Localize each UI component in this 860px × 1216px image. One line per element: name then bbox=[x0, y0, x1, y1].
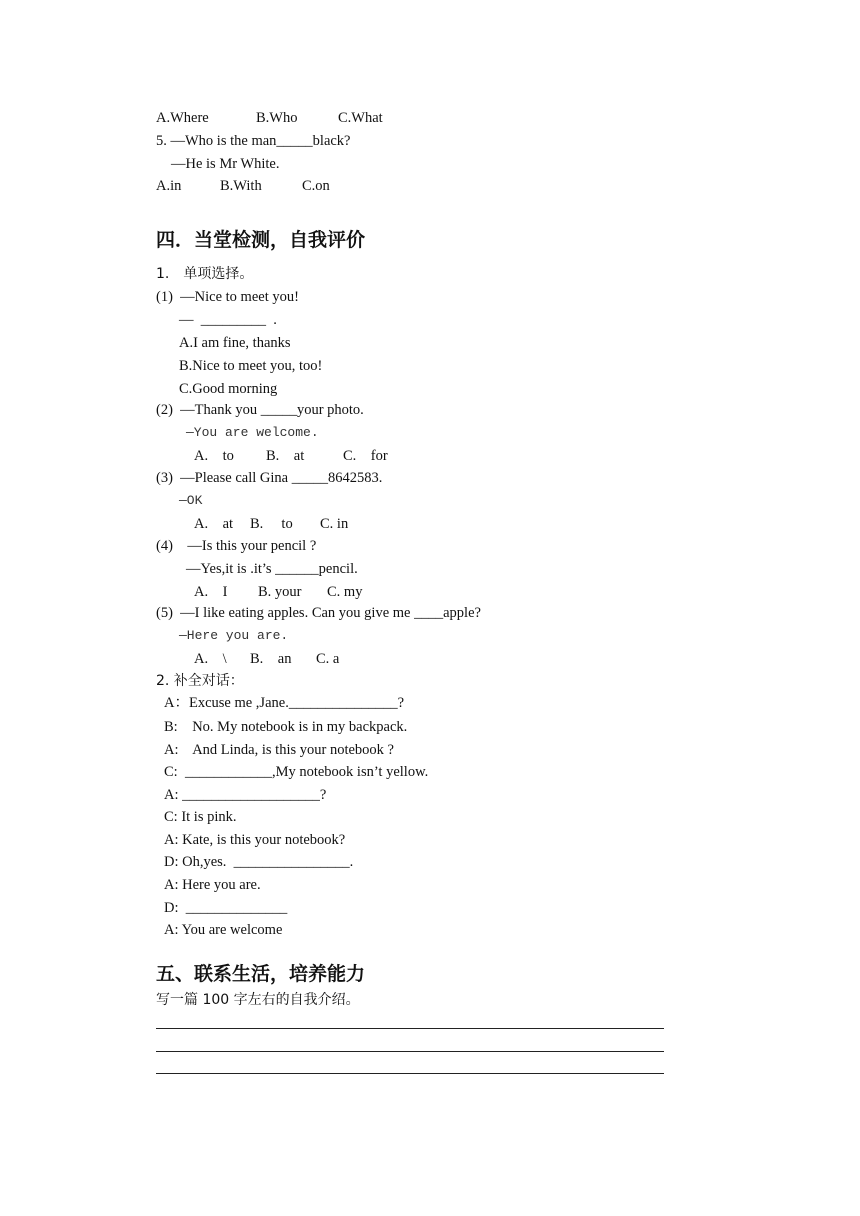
dialogue-line: A: And Linda, is this your notebook ? bbox=[164, 742, 394, 758]
writing-line-1 bbox=[156, 1028, 664, 1029]
dialogue-line: A: You are welcome bbox=[164, 922, 283, 938]
s4-q4-option-a: A. I bbox=[194, 584, 228, 600]
writing-line-2 bbox=[156, 1051, 664, 1052]
s4-q5-option-b: B. an bbox=[250, 651, 292, 667]
q5-question: 5. —Who is the man_____black? bbox=[156, 133, 351, 149]
q5-answer: —He is Mr White. bbox=[171, 156, 280, 172]
s4-q3-option-c: C. in bbox=[320, 516, 349, 532]
s4-q2-reply: —You are welcome. bbox=[186, 425, 319, 440]
part1-title: 1. 单项选择。 bbox=[156, 266, 254, 282]
q4-option-b: B.Who bbox=[256, 110, 298, 126]
s4-q3-prompt: (3) —Please call Gina _____8642583. bbox=[156, 470, 383, 486]
s4-q1-option-a: A.I am fine, thanks bbox=[179, 335, 291, 351]
q4-option-a: A.Where bbox=[156, 110, 209, 126]
section5-instruction: 写一篇 100 字左右的自我介绍。 bbox=[156, 992, 360, 1008]
s4-q4-reply: —Yes,it is .it’s ______pencil. bbox=[186, 561, 358, 577]
dialogue-line: C: ____________,My notebook isn’t yellow. bbox=[164, 764, 429, 780]
section5-heading: 五、联系生活，培养能力 bbox=[156, 963, 366, 985]
q5-option-a: A.in bbox=[156, 178, 182, 194]
q4-option-c: C.What bbox=[338, 110, 383, 126]
section4-heading: 四．当堂检测，自我评价 bbox=[156, 229, 366, 251]
q5-option-c: C.on bbox=[302, 178, 330, 194]
dialogue-line: B: No. My notebook is in my backpack. bbox=[164, 719, 408, 735]
s4-q5-reply: —Here you are. bbox=[179, 628, 289, 643]
dialogue-line: A: ___________________? bbox=[164, 787, 327, 803]
s4-q3-option-b: B. to bbox=[250, 516, 293, 532]
s4-q2-option-a: A. to bbox=[194, 448, 234, 464]
s4-q5-option-c: C. a bbox=[316, 651, 340, 667]
s4-q2-option-b: B. at bbox=[266, 448, 305, 464]
s4-q2-option-c: C. for bbox=[343, 448, 388, 464]
s4-q1-option-b: B.Nice to meet you, too! bbox=[179, 358, 323, 374]
s4-q2-prompt: (2) —Thank you _____your photo. bbox=[156, 402, 364, 418]
s4-q4-option-b: B. your bbox=[258, 584, 302, 600]
s4-q1-prompt: (1) —Nice to meet you! bbox=[156, 289, 299, 305]
s4-q1-reply: — _________ . bbox=[179, 312, 277, 328]
dialogue-line: A: Kate, is this your notebook? bbox=[164, 832, 346, 848]
part2-title: 2. 补全对话： bbox=[156, 673, 244, 689]
q5-option-b: B.With bbox=[220, 178, 262, 194]
s4-q1-option-c: C.Good morning bbox=[179, 381, 278, 397]
dialogue-line: A: Here you are. bbox=[164, 877, 261, 893]
dialogue-line: D: ______________ bbox=[164, 900, 288, 916]
s4-q5-option-a: A. \ bbox=[194, 651, 227, 667]
s4-q4-prompt: (4) —Is this your pencil ? bbox=[156, 538, 317, 554]
writing-line-3 bbox=[156, 1073, 664, 1074]
s4-q5-prompt: (5) —I like eating apples. Can you give me ____apple? bbox=[156, 605, 481, 621]
dialogue-line: D: Oh,yes. ________________. bbox=[164, 854, 354, 870]
dialogue-line: A：Excuse me ,Jane._______________? bbox=[164, 695, 405, 711]
s4-q4-option-c: C. my bbox=[327, 584, 363, 600]
s4-q3-reply: —OK bbox=[179, 493, 203, 508]
dialogue-line: C: It is pink. bbox=[164, 809, 237, 825]
s4-q3-option-a: A. at bbox=[194, 516, 234, 532]
